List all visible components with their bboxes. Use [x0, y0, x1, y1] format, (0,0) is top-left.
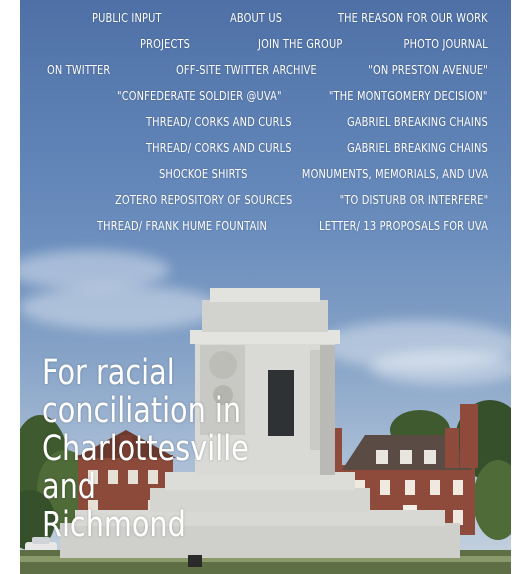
hero-title-line: For racial: [42, 353, 175, 393]
nav-link-join-the-group[interactable]: JOIN THE GROUP: [258, 37, 343, 51]
hero-background: [20, 0, 511, 574]
nav-link-reason-for-our-work[interactable]: THE REASON FOR OUR WORK: [338, 11, 488, 25]
nav-link-13-proposals-uva[interactable]: LETTER/ 13 PROPOSALS FOR UVA: [319, 219, 488, 233]
nav-link-gabriel-breaking-chains[interactable]: GABRIEL BREAKING CHAINS: [347, 115, 488, 129]
hero-title-line: Charlottesville and: [42, 429, 249, 507]
nav-link-monuments-memorials-uva[interactable]: MONUMENTS, MEMORIALS, AND UVA: [301, 167, 488, 181]
nav-link-twitter-archive[interactable]: OFF-SITE TWITTER ARCHIVE: [176, 63, 317, 77]
nav-link-montgomery-decision[interactable]: "THE MONTGOMERY DECISION": [329, 89, 488, 103]
nav-link-projects[interactable]: PROJECTS: [140, 37, 191, 51]
nav-link-zotero-repository[interactable]: ZOTERO REPOSITORY OF SOURCES: [115, 193, 293, 207]
nav-link-confederate-soldier-uva[interactable]: "CONFEDERATE SOLDIER @UVA": [117, 89, 282, 103]
nav-link-on-preston-avenue[interactable]: "ON PRESTON AVENUE": [368, 63, 488, 77]
nav-link-thread-corks-and-curls[interactable]: THREAD/ CORKS AND CURLS: [146, 115, 292, 129]
nav-link-thread-corks-and-curls-2[interactable]: THREAD/ CORKS AND CURLS: [146, 141, 292, 155]
lamp: [188, 555, 202, 567]
hero-title-line: Richmond: [42, 505, 186, 545]
nav-link-public-input[interactable]: PUBLIC INPUT: [92, 11, 162, 25]
nav-link-shockoe-shirts[interactable]: SHOCKOE SHIRTS: [159, 167, 248, 181]
main-navigation: [20, 0, 511, 240]
nav-link-on-twitter[interactable]: ON TWITTER: [47, 63, 111, 77]
nav-link-about-us[interactable]: ABOUT US: [230, 11, 283, 25]
hero-title-line: conciliation in: [42, 391, 242, 431]
nav-link-frank-hume-fountain[interactable]: THREAD/ FRANK HUME FOUNTAIN: [97, 219, 268, 233]
hero-title: [42, 354, 304, 544]
nav-link-to-disturb-or-interfere[interactable]: "TO DISTURB OR INTERFERE": [339, 193, 488, 207]
nav-link-gabriel-breaking-chains-2[interactable]: GABRIEL BREAKING CHAINS: [347, 141, 488, 155]
nav-link-photo-journal[interactable]: PHOTO JOURNAL: [403, 37, 488, 51]
